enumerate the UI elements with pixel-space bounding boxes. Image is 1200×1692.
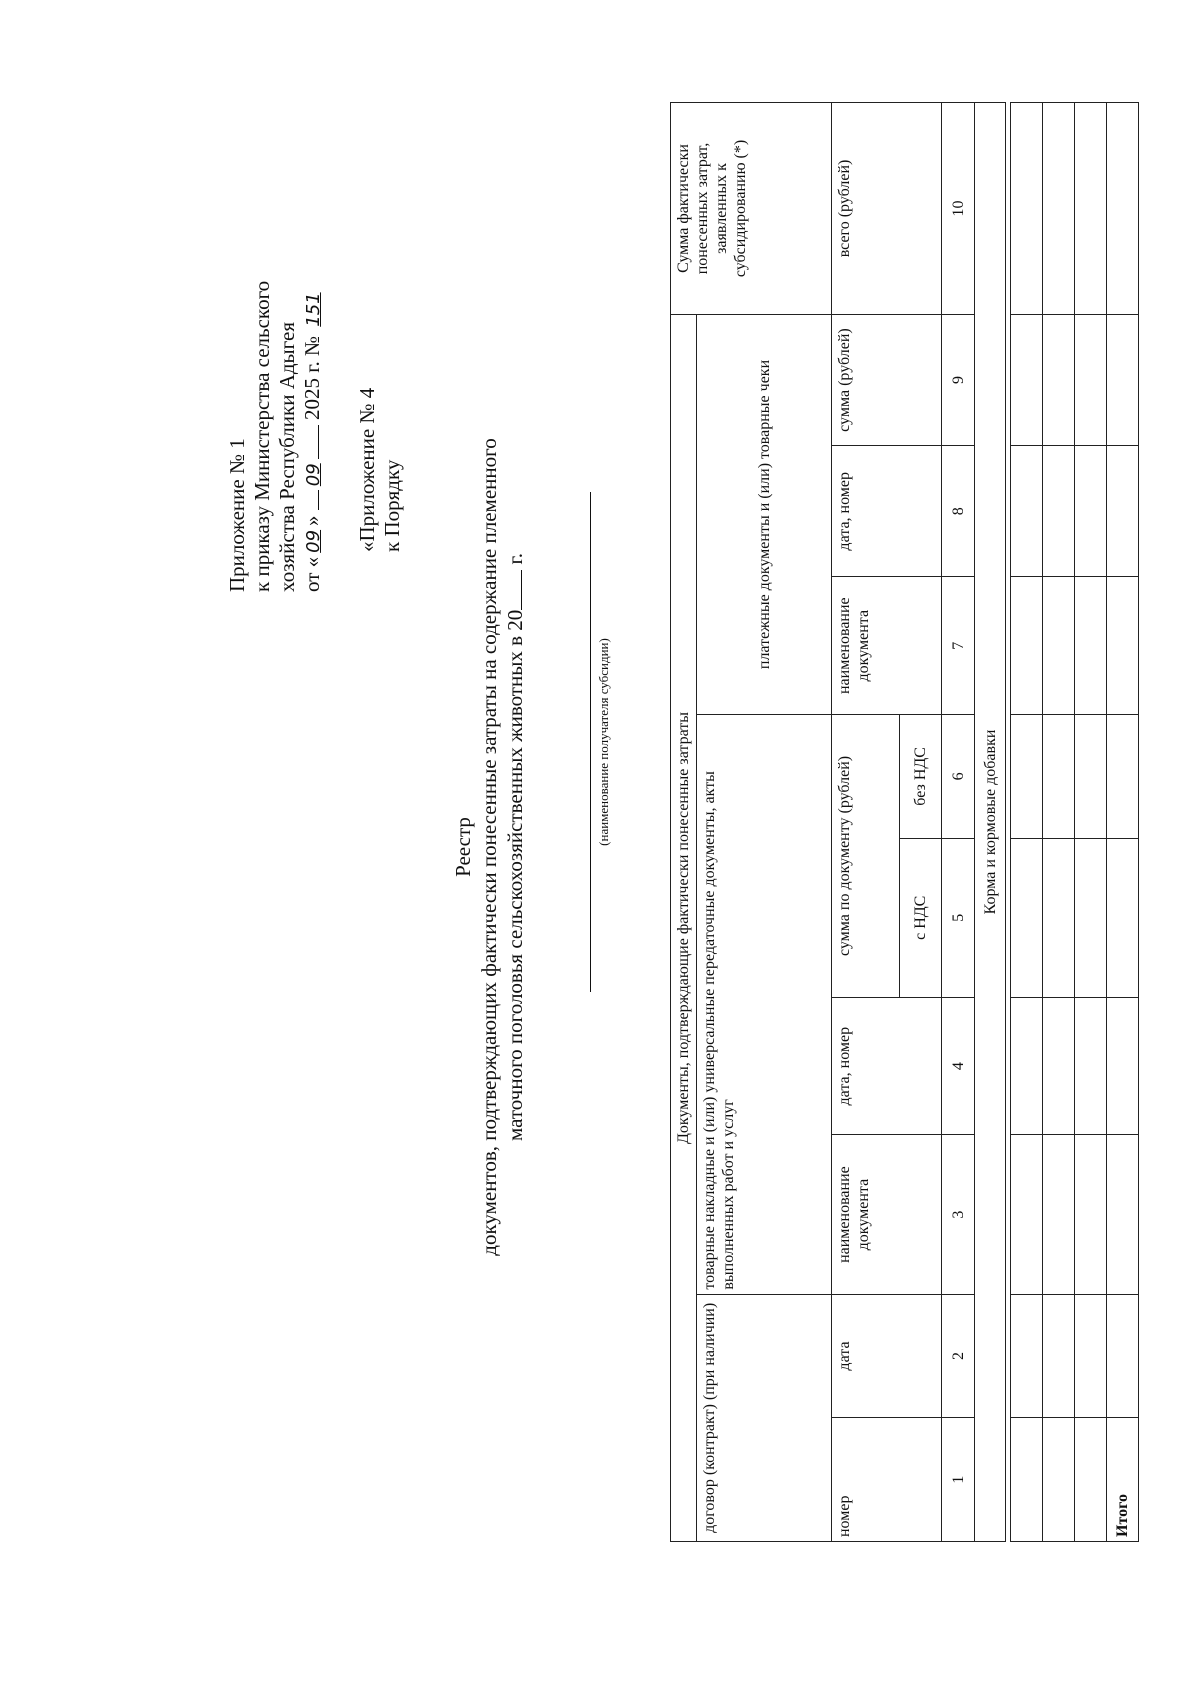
column-number: 5 xyxy=(942,838,975,997)
table-cell xyxy=(1011,577,1043,715)
col-sum-doc: сумма по документу (рублей) xyxy=(832,715,900,998)
table-cell xyxy=(1043,314,1075,445)
table-cell xyxy=(1011,715,1043,839)
header-row-1 xyxy=(671,103,697,1542)
col-with-vat: с НДС xyxy=(900,838,942,997)
appendix-month-blank-1 xyxy=(300,490,319,510)
column-number: 3 xyxy=(942,1135,975,1294)
appendix-line-2: к приказу Министерства сельского xyxy=(250,280,274,592)
table-cell xyxy=(1043,997,1075,1135)
appendix-line-1: Приложение № 1 xyxy=(225,438,249,592)
table-cell xyxy=(1011,1135,1043,1294)
section-row xyxy=(975,103,1006,1542)
title-line-3-end: г. xyxy=(503,553,527,565)
table-cell xyxy=(1075,1294,1107,1418)
appendix-4-block xyxy=(355,388,405,552)
total-label: Итого xyxy=(1107,1418,1139,1542)
table-cell xyxy=(1075,715,1107,839)
col-pay-doc-name: наименование документа xyxy=(832,577,942,715)
table-cell xyxy=(1107,997,1139,1135)
table-cell xyxy=(1107,446,1139,577)
appendix-from-label: от « xyxy=(300,556,324,592)
table-cell xyxy=(1043,103,1075,315)
table-cell xyxy=(1011,838,1043,997)
recipient-caption: (наименование получателя субсидии) xyxy=(596,638,611,846)
table-cell xyxy=(1107,577,1139,715)
col-number: номер xyxy=(832,1418,942,1542)
appendix-close-quote: » xyxy=(300,515,324,526)
header-docs: Документы, подтверждающие фактически понесенные затраты xyxy=(671,314,697,1541)
col-without-vat: без НДС xyxy=(900,715,942,839)
section-label: Корма и кормовые добавки xyxy=(975,103,1006,1542)
appendix-4-line-1: «Приложение № 4 xyxy=(355,387,379,552)
appendix-block xyxy=(225,281,326,592)
table-cell xyxy=(1075,577,1107,715)
column-numbers-row xyxy=(942,103,975,1542)
table-cell xyxy=(1075,446,1107,577)
column-number: 2 xyxy=(942,1294,975,1418)
table-cell xyxy=(1043,446,1075,577)
header-contract: договор (контракт) (при наличии) xyxy=(697,1294,832,1541)
column-number: 6 xyxy=(942,715,975,839)
header-total: Сумма фактически понесенных затрат, заявленных к субсидированию (*) xyxy=(671,103,832,315)
table-cell xyxy=(1011,997,1043,1135)
header-row-3 xyxy=(832,103,900,1542)
appendix-month-handwritten: 09 xyxy=(303,463,324,487)
year-blank xyxy=(503,570,522,610)
table-cell xyxy=(1011,1418,1043,1542)
table-cell xyxy=(1043,1294,1075,1418)
title-line-1: Реестр xyxy=(451,817,475,877)
table-cell xyxy=(1075,1418,1107,1542)
table-cell xyxy=(1011,103,1043,315)
appendix-4-line-2: к Порядку xyxy=(380,459,404,552)
table-cell xyxy=(1107,1135,1139,1294)
column-number: 8 xyxy=(942,446,975,577)
table-cell xyxy=(1075,838,1107,997)
appendix-month-blank-2 xyxy=(300,425,319,459)
header-row-2 xyxy=(697,103,832,1542)
column-number: 4 xyxy=(942,997,975,1135)
appendix-number-handwritten: 151 xyxy=(303,292,324,327)
appendix-day-handwritten: 09 xyxy=(303,529,324,553)
column-number: 9 xyxy=(942,314,975,445)
column-number: 1 xyxy=(942,1418,975,1542)
appendix-date-line xyxy=(300,281,326,592)
table-row xyxy=(1011,103,1043,1542)
table-cell xyxy=(1075,1135,1107,1294)
recipient-underline xyxy=(590,492,591,992)
table-cell xyxy=(1043,715,1075,839)
title-line-2: документов, подтверждающих фактически понесенные затраты на содержание племенного xyxy=(477,438,501,1256)
title-line-3 xyxy=(502,112,528,1582)
header-payment: платежные документы и (или) товарные чеки xyxy=(697,314,832,714)
total-row xyxy=(1107,103,1139,1542)
table-cell xyxy=(1075,314,1107,445)
col-pay-date-number: дата, номер xyxy=(832,446,942,577)
col-date-number: дата, номер xyxy=(832,997,942,1135)
table-cell xyxy=(1011,446,1043,577)
appendix-line-3: хозяйства Республики Адыгея xyxy=(275,322,299,592)
table-cell xyxy=(1107,314,1139,445)
col-total: всего (рублей) xyxy=(832,103,942,315)
table-cell xyxy=(1043,577,1075,715)
table-cell xyxy=(1107,838,1139,997)
registry-title xyxy=(450,112,528,1582)
appendix-year-text: 2025 г. № xyxy=(300,336,324,421)
document-page xyxy=(100,112,1145,1582)
col-date: дата xyxy=(832,1294,942,1418)
table-cell xyxy=(1043,1418,1075,1542)
col-pay-sum: сумма (рублей) xyxy=(832,314,942,445)
table-row xyxy=(1043,103,1075,1542)
table-cell xyxy=(1107,715,1139,839)
registry-table xyxy=(670,102,1139,1542)
table-cell xyxy=(1011,1294,1043,1418)
col-doc-name: наименование документа xyxy=(832,1135,942,1294)
column-number: 7 xyxy=(942,577,975,715)
title-line-3-start: маточного поголовья сельскохозяйственных животных в 20 xyxy=(503,609,527,1142)
header-invoices: товарные накладные и (или) универсальные передаточные документы, акты выполненных работ и услуг xyxy=(697,715,832,1295)
table-row xyxy=(1075,103,1107,1542)
column-number: 10 xyxy=(942,103,975,315)
table-cell xyxy=(1107,1294,1139,1418)
table-cell xyxy=(1043,1135,1075,1294)
table-cell xyxy=(1107,103,1139,315)
table-cell xyxy=(1075,997,1107,1135)
table-cell xyxy=(1075,103,1107,315)
table-cell xyxy=(1011,314,1043,445)
table-cell xyxy=(1043,838,1075,997)
